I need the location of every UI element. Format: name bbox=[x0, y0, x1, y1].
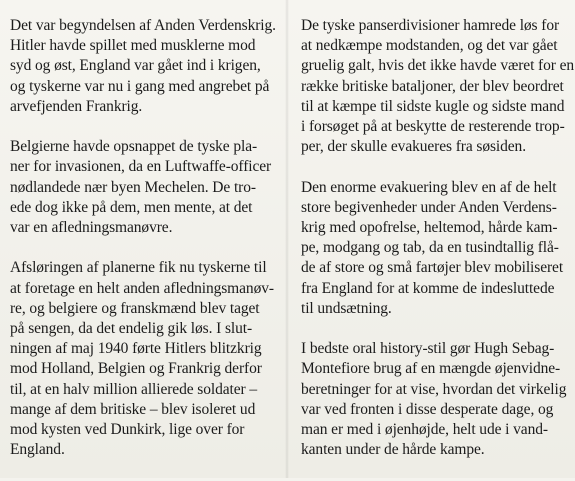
text-line: Belgierne havde opsnappet de tyske pla- bbox=[10, 138, 258, 156]
text-line: Montefiore brug af en mængde øjenvidne- bbox=[301, 360, 561, 378]
text-line: var ved fronten i disse desperate dage, og bbox=[301, 400, 554, 418]
text-line: at foretage en helt anden afledningsmanøv- bbox=[10, 279, 274, 297]
text-line: række britiske bataljoner, der blev beordret bbox=[301, 77, 564, 95]
text-line: man er med i øjenhøjde, helt ude i vand- bbox=[301, 421, 548, 439]
text-line: og tyskerne var nu i gang med angrebet på bbox=[10, 77, 270, 95]
paragraph-oral-history bbox=[301, 339, 567, 460]
right-column bbox=[301, 16, 575, 481]
text-line: mod kysten ved Dunkirk, lige over for bbox=[10, 421, 245, 439]
text-line: Den enorme evakuering blev en af de helt bbox=[301, 178, 557, 196]
paragraph-intro bbox=[10, 16, 280, 117]
text-line: at nedkæmpe modstanden, og det var gået bbox=[301, 37, 558, 55]
text-line: i forsøget på at beskytte de resterende trop- bbox=[301, 118, 565, 136]
text-line: mange af dem britiske – blev isoleret ud bbox=[10, 400, 256, 418]
text-line: Det var begyndelsen af Anden Verdenskrig. bbox=[10, 17, 276, 34]
text-line: mod Holland, Belgien og Frankrig derfor bbox=[10, 360, 262, 378]
text-line: De tyske panserdivisioner hamrede løs for bbox=[301, 17, 560, 34]
left-column bbox=[10, 16, 280, 481]
text-line: per, der skulle evakueres fra søsiden. bbox=[301, 138, 526, 156]
text-line: til at kæmpe til sidste kugle og sidste mand bbox=[301, 97, 565, 115]
paragraph-evacuation bbox=[301, 178, 567, 319]
text-line: beretninger for at vise, hvordan det virkelig bbox=[301, 380, 567, 398]
text-line: Hitler havde spillet med musklerne mod bbox=[10, 37, 256, 55]
text-line: på sengen, da det endelig gik løs. I slut- bbox=[10, 320, 253, 338]
text-line: ede dog ikke på dem, men mente, at det bbox=[10, 198, 253, 216]
paragraph-revelation bbox=[10, 258, 280, 460]
paragraph-panzer-divisions bbox=[301, 16, 575, 157]
text-line: fra England for at komme de indesluttede bbox=[301, 279, 555, 297]
text-line: store begivenheder under Anden Verdens- bbox=[301, 198, 557, 216]
text-line: til, at en halv million allierede soldater – bbox=[10, 380, 257, 398]
text-line: til undsætning. bbox=[301, 299, 392, 317]
text-line: pe, modgang og tab, da en tusindtallig flå- bbox=[301, 239, 559, 257]
text-line: krig med opofrelse, heltemod, hårde kam- bbox=[301, 219, 558, 237]
text-line: re, og belgiere og franskmænd blev taget bbox=[10, 299, 260, 317]
text-line: nødlandede nær byen Mechelen. De tro- bbox=[10, 178, 256, 196]
text-line: ningen af maj 1940 førte Hitlers blitzkrig bbox=[10, 340, 262, 358]
text-line: syd og øst, England var gået ind i krigen, bbox=[10, 57, 261, 75]
text-line: ner for invasionen, da en Luftwaffe-officer bbox=[10, 158, 272, 176]
paragraph-belgians bbox=[10, 137, 280, 238]
text-line: de af store og små fartøjer blev mobiliseret bbox=[301, 259, 564, 277]
text-line: I bedste oral history-stil gør Hugh Sebag- bbox=[301, 340, 555, 358]
page-fold bbox=[285, 0, 289, 478]
text-line: arvefjenden Frankrig. bbox=[10, 97, 143, 115]
text-line: England. bbox=[10, 441, 65, 459]
text-line: var en afledningsmanøvre. bbox=[10, 219, 173, 237]
text-line: gruelig galt, hvis det ikke havde været for en bbox=[301, 57, 575, 75]
text-line: Afsløringen af planerne fik nu tyskerne til bbox=[10, 259, 267, 277]
text-line: kanten under de hårde kampe. bbox=[301, 441, 485, 459]
